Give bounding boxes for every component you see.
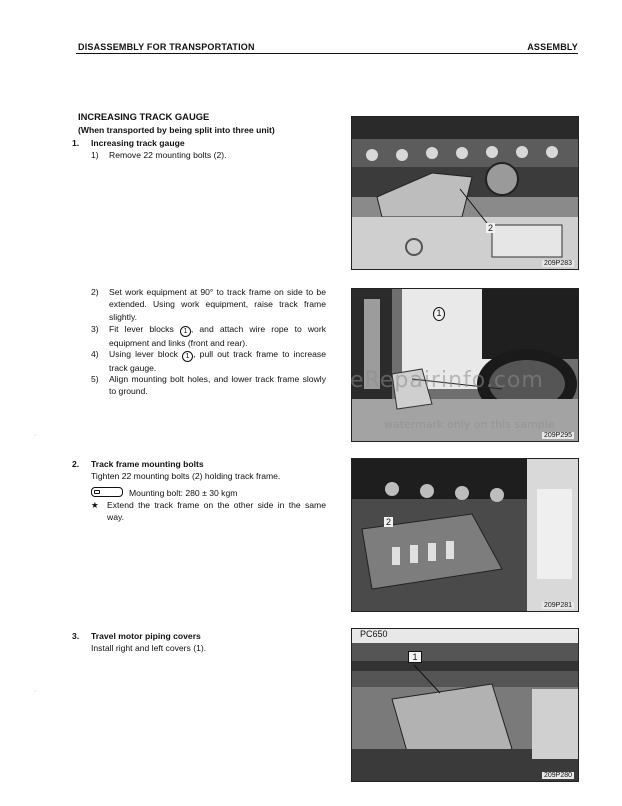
- circled-number: 1: [182, 351, 193, 362]
- margin-mark: ·: [34, 688, 37, 695]
- circled-number: 1: [180, 326, 191, 337]
- section-subtitle: (When transported by being split into three unit): [78, 125, 275, 135]
- photo-3-image: [352, 459, 578, 611]
- header-rule: [76, 53, 578, 54]
- photo-ref: 209P283: [543, 260, 572, 267]
- step1-number: 1.: [72, 138, 80, 148]
- step1-item-3: 3) Fit lever blocks 1 , and attach wire rope to work equipment and links (front and rear).: [91, 324, 326, 348]
- step2-line1: Tighten 22 mounting bolts (2) holding track frame.: [91, 471, 281, 481]
- section-title: INCREASING TRACK GAUGE: [78, 111, 210, 122]
- photo-ref: 209P280: [543, 772, 572, 779]
- callout-label: 2: [488, 223, 494, 233]
- step2-torque: Mounting bolt: 280 ± 30 kgm: [91, 487, 331, 499]
- photo-mounting-bolts: [351, 458, 579, 612]
- model-label: PC650: [360, 629, 388, 639]
- step1-item-4: 4) Using lever block 1 , pull out track frame to increase track gauge.: [91, 349, 326, 373]
- callout-label: 2: [386, 517, 392, 527]
- step1-title: Increasing track gauge: [91, 138, 185, 148]
- photo-ref: 209P295: [543, 432, 572, 439]
- callout-label: 1: [433, 307, 445, 321]
- photo-piping-covers: [351, 628, 579, 782]
- step2-note: ★ Extend the track frame on the other side in the same way.: [91, 500, 326, 523]
- step3-number: 3.: [72, 631, 80, 641]
- photo-ref: 209P281: [543, 602, 572, 609]
- step2-number: 2.: [72, 459, 80, 469]
- step3-title: Travel motor piping covers: [91, 631, 201, 641]
- star-icon: ★: [91, 500, 99, 510]
- photo-track-frame-bolts: [351, 116, 579, 270]
- step2-title: Track frame mounting bolts: [91, 459, 204, 469]
- watermark-sub: watermark only on this sample: [384, 418, 555, 431]
- callout-label: 1: [408, 651, 422, 663]
- torque-wrench-icon: [91, 487, 123, 497]
- step3-line1: Install right and left covers (1).: [91, 643, 207, 653]
- step1-item-1: 1) Remove 22 mounting bolts (2).: [91, 150, 227, 160]
- header-right: ASSEMBLY: [527, 42, 578, 52]
- watermark: eRepairinfo.com: [350, 368, 544, 393]
- margin-mark: ·: [34, 432, 37, 439]
- step1-item-2: 2) Set work equipment at 90° to track frame on side to be extended. Using work equipment, raise track frame slightly.: [91, 287, 326, 322]
- step1-item-5: 5) Align mounting bolt holes, and lower track frame slowly to ground.: [91, 374, 326, 397]
- header-left: DISASSEMBLY FOR TRANSPORTATION: [78, 42, 255, 52]
- photo-4-image: [352, 629, 578, 781]
- photo-1-image: [352, 117, 578, 269]
